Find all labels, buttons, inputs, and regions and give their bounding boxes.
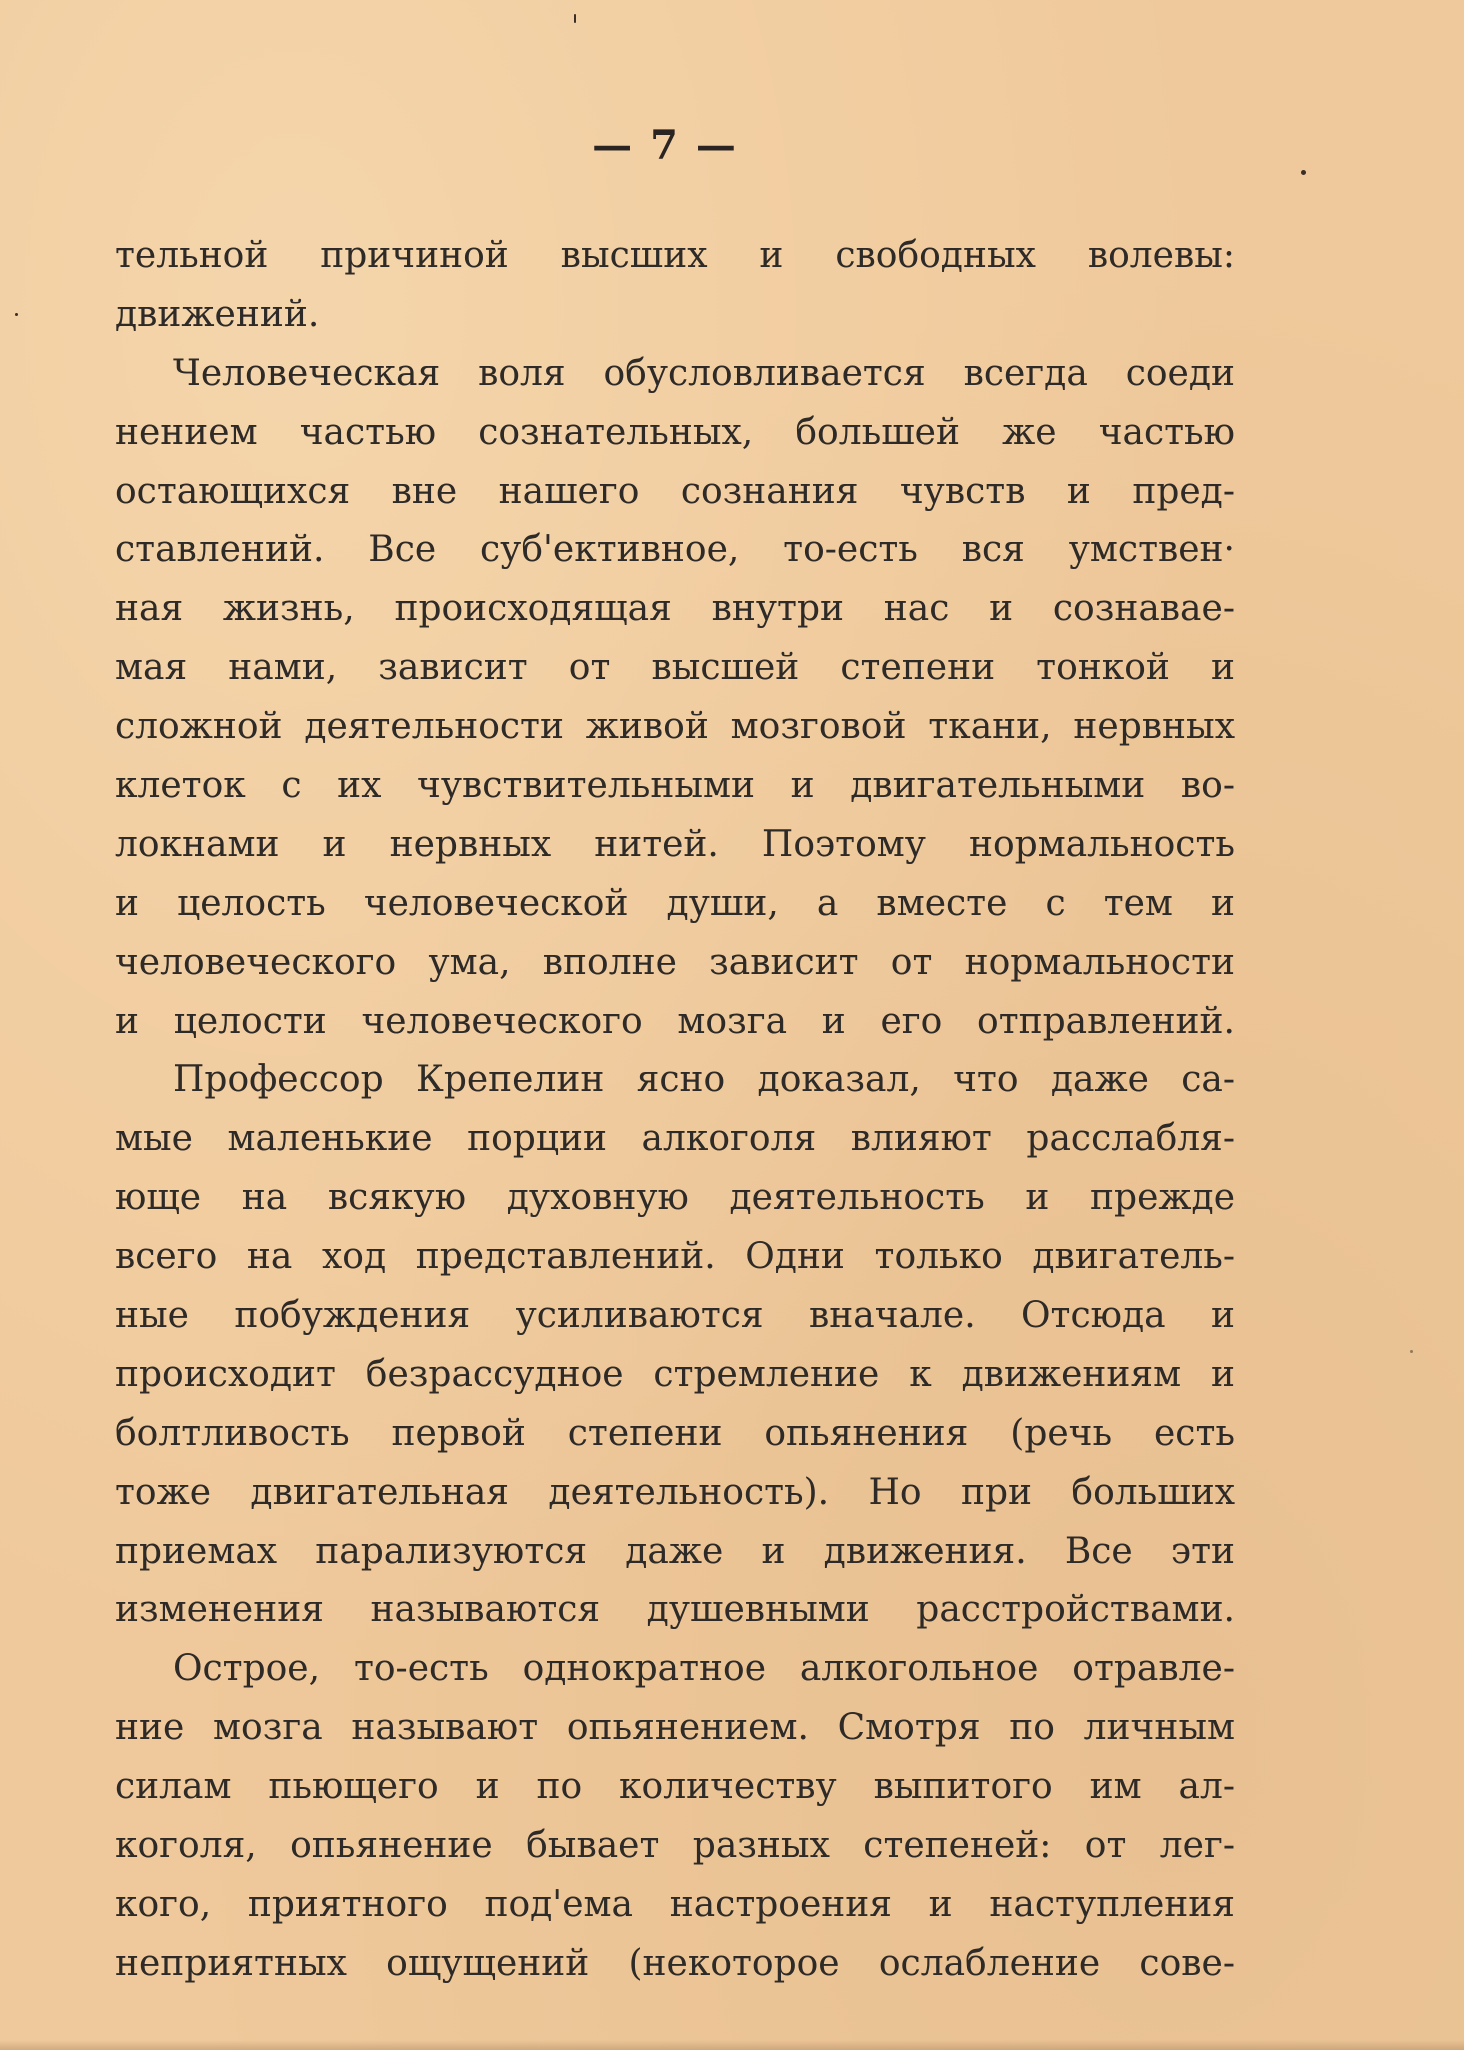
paragraph-start-line: Профессор Крепелин ясно доказал, что даже са- — [173, 1059, 1235, 1101]
text-line: клеток с их чувствительными и двигательными во- — [115, 765, 1235, 807]
text-line: происходит безрассудное стремление к движениям и — [115, 1353, 1235, 1395]
paper-speck — [574, 14, 576, 23]
text-line: тельной причиной высших и свободных волевы: — [115, 235, 1235, 276]
body-text — [115, 227, 1235, 1994]
paper-speck — [1410, 1350, 1413, 1353]
text-line: остающихся вне нашего сознания чувств и пред- — [115, 470, 1235, 512]
text-line: тоже двигательная деятельность). Но при больших — [115, 1471, 1235, 1513]
page-edge-shadow — [0, 2040, 1464, 2050]
text-line: ставлений. Все суб'ективное, то-есть вся умствен· — [115, 529, 1235, 571]
text-line: болтливость первой степени опьянения (речь есть — [115, 1412, 1235, 1454]
text-line: сложной деятельности живой мозговой ткани, нервных — [115, 706, 1235, 748]
text-line: и целость человеческой души, а вместе с тем и — [115, 882, 1235, 924]
text-line: движений. — [115, 293, 320, 335]
text-line: и целости человеческого мозга и его отправлений. — [115, 1000, 1235, 1042]
text-line: нением частью сознательных, большей же частью — [115, 411, 1235, 453]
text-line: ная жизнь, происходящая внутри нас и сознавае- — [115, 588, 1235, 630]
paragraph-start-line: Острое, то-есть однократное алкогольное отравле- — [173, 1648, 1235, 1690]
text-line: человеческого ума, вполне зависит от нормальности — [115, 941, 1235, 983]
text-line: локнами и нервных нитей. Поэтому нормальность — [115, 823, 1235, 865]
paragraph-start-line: Человеческая воля обусловливается всегда соеди — [173, 352, 1235, 394]
text-line: ные побуждения усиливаются вначале. Отсюда и — [115, 1295, 1235, 1337]
text-line: приемах парализуются даже и движения. Все эти — [115, 1530, 1235, 1572]
text-line: мые маленькие порции алкоголя влияют расслабля- — [115, 1118, 1235, 1160]
text-line: неприятных ощущений (некоторое ослабление сове- — [115, 1942, 1235, 1984]
page-number: — 7 — — [592, 122, 738, 169]
text-line: юще на всякую духовную деятельность и прежде — [115, 1177, 1235, 1219]
text-line: всего на ход представлений. Одни только двигатель- — [115, 1236, 1235, 1278]
paper-speck — [1301, 170, 1306, 175]
paper-speck — [15, 313, 18, 316]
text-line: коголя, опьянение бывает разных степеней: от лег- — [115, 1825, 1235, 1867]
text-line: мая нами, зависит от высшей степени тонкой и — [115, 647, 1235, 689]
text-line: ние мозга называют опьянением. Смотря по личным — [115, 1707, 1235, 1749]
text-line: изменения называются душевными расстройствами. — [115, 1589, 1235, 1631]
text-line: кого, приятного под'ема настроения и наступления — [115, 1883, 1235, 1925]
text-line: силам пьющего и по количеству выпитого им ал- — [115, 1766, 1235, 1808]
